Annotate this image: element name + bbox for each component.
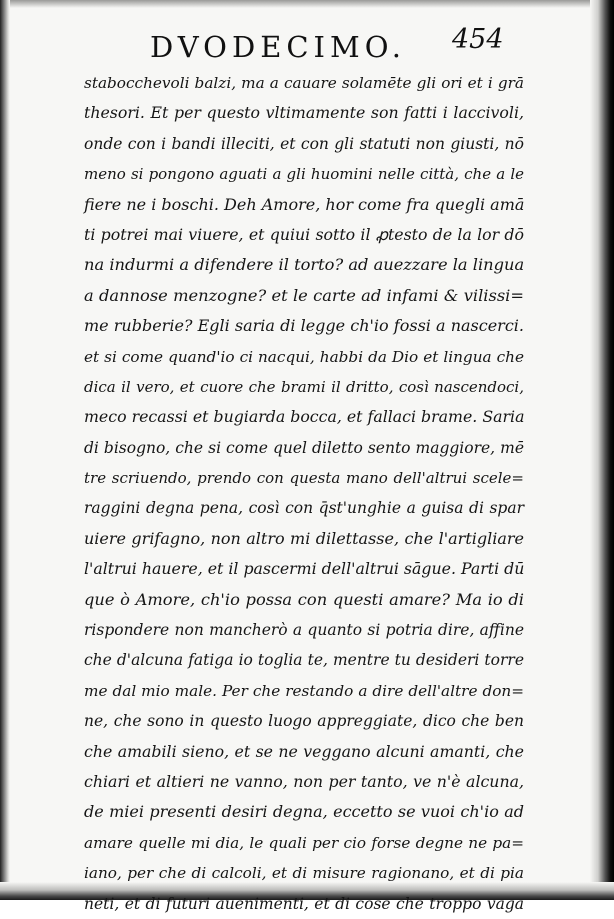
text-line: neti, et di futuri auenimenti, et di cose che troppo vaga <box>84 894 524 913</box>
text-line: na indurmi a difendere il torto? ad auezzare la lingua <box>84 255 525 275</box>
text-line: fiere ne i boschi. Deh Amore, hor come fra quegli amā <box>84 194 525 214</box>
text-line: l'altrui hauere, et il pascermi dell'altrui sāgue. Parti dū <box>84 559 525 579</box>
text-line: stabocchevoli balzi, ma a cauare solamēte gli ori et i grā <box>84 74 524 92</box>
text-line: raggini degna pena, così con q̄st'unghie a guisa di spar <box>84 499 524 518</box>
text-line: tre scriuendo, prendo con questa mano dell'altrui scele= <box>84 469 524 488</box>
text-line: iano, per che di calcoli, et di misure ragionano, et di pia <box>84 864 524 883</box>
text-line: che d'alcuna fatiga io toglia te, mentre tu desideri torre <box>84 651 524 670</box>
page-right-edge <box>590 0 614 900</box>
text-line: amare quelle mi dia, le quali per cio forse degne ne pa= <box>84 833 524 852</box>
text-block <box>84 68 524 919</box>
text-line: me dal mio male. Per che restando a dire dell'altre don= <box>84 681 524 700</box>
text-line: uiere grifagno, non altro mi dilettasse, che l'artigliare <box>84 528 524 548</box>
text-line: chiari et altieri ne vanno, non per tanto, ve n'è alcuna, <box>84 771 524 791</box>
text-line: me rubberie? Egli saria di legge ch'io fossi a nascerci. <box>84 316 524 336</box>
running-head: DVODECIMO. <box>150 30 407 64</box>
text-line: meco recassi et bugiarda bocca, et fallaci brame. Saria <box>84 407 525 427</box>
page-top-shadow <box>0 0 614 8</box>
text-line: thesori. Et per questo vltimamente son fatti i laccivoli, <box>84 103 524 123</box>
text-line: di bisogno, che si come quel diletto sento maggiore, mē <box>84 438 524 457</box>
text-line: ti potrei mai viuere, et quiui sotto il ꝓtesto de la lor dō <box>84 224 524 244</box>
text-line: a dannose menzogne? et le carte ad infami & vilissi= <box>84 285 524 305</box>
text-line: onde con i bandi illeciti, et con gli statuti non giusti, nō <box>84 134 524 153</box>
text-line: ne, che sono in questo luogo appreggiate, dico che ben <box>84 712 524 731</box>
text-line: de miei presenti desiri degna, eccetto se vuoi ch'io ad <box>84 802 524 822</box>
text-line: rispondere non mancherò a quanto si potria dire, affine <box>84 621 524 640</box>
text-line: dica il vero, et cuore che brami il dritto, così nascendoci, <box>84 377 524 396</box>
page-number: 454 <box>452 24 504 55</box>
text-line: meno si pongono aguati a gli huomini nelle città, che a le <box>84 165 524 184</box>
text-line: che amabili sieno, et se ne veggano alcuni amanti, che <box>84 741 524 761</box>
text-line: que ò Amore, ch'io possa con questi amare? Ma io di <box>84 589 524 609</box>
text-line: et si come quand'io ci nacqui, habbi da Dio et lingua che <box>84 347 524 366</box>
page-gutter <box>0 0 10 900</box>
